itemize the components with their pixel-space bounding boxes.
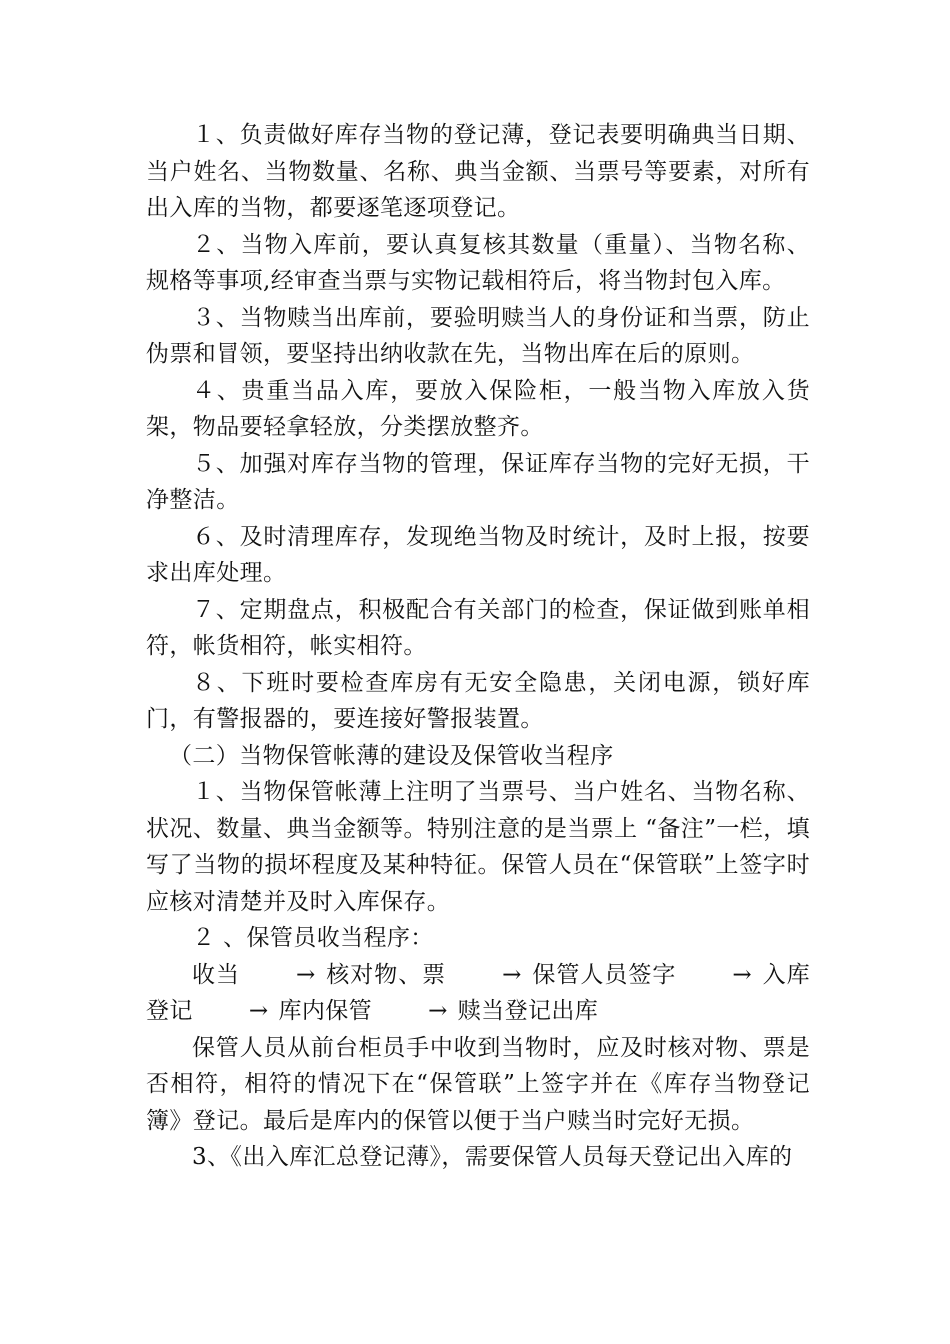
- paragraph-8: ８、下班时要检查库房有无安全隐患，关闭电源，锁好库门，有警报器的，要连接好警报装置。: [146, 669, 810, 732]
- paragraph-2: ２、当物入库前，要认真复核其数量（重量）、当物名称、规格等事项,经审查当票与实物记载相符后，将当物封包入库。: [146, 231, 810, 294]
- paragraph-7: ７、定期盘点，积极配合有关部门的检查，保证做到账单相符，帐货相符，帐实相符。: [146, 596, 810, 659]
- flow-step: 赎当登记出库: [457, 998, 599, 1024]
- section-paragraph-2: ２ 、保管员收当程序：: [192, 925, 434, 951]
- paragraph-1: １、负责做好库存当物的登记薄，登记表要明确典当日期、当户姓名、当物数量、名称、典当金额、当票号等要素，对所有出入库的当物，都要逐笔逐项登记。: [146, 122, 810, 221]
- paragraph-3: ３、当物赎当出库前，要验明赎当人的身份证和当票，防止伪票和冒领，要坚持出纳收款在先，当物出库在后的原则。: [146, 304, 810, 367]
- arrow-right-icon: →: [502, 961, 522, 988]
- arrow-right-icon: →: [295, 961, 316, 988]
- arrow-right-icon: →: [248, 998, 269, 1024]
- arrow-right-icon: →: [732, 961, 753, 988]
- flow-line: [146, 957, 810, 1030]
- after-flow-paragraph-1: 保管人员从前台柜员手中收到当物时，应及时核对物、票是否相符，相符的情况下在“保管联”上签字并在《库存当物登记簿》登记。最后是库内的保管以便于当户赎当时完好无损。: [146, 1034, 810, 1134]
- flow-step: 保管人员签字: [531, 961, 677, 988]
- document-body: [146, 117, 810, 1176]
- paragraph-5: ５、加强对库存当物的管理，保证库存当物的完好无损，干净整洁。: [146, 450, 810, 513]
- flow-step: 收当: [192, 961, 240, 988]
- arrow-right-icon: →: [428, 998, 448, 1024]
- flow-step: 入库登记: [146, 961, 810, 1024]
- paragraph-4: ４、贵重当品入库，要放入保险柜，一般当物入库放入货架，物品要轻拿轻放，分类摆放整齐。: [146, 377, 810, 440]
- section-heading: （二）当物保管帐薄的建设及保管收当程序: [169, 742, 614, 769]
- after-flow-paragraph-2: 3、《出入库汇总登记薄》，需要保管人员每天登记出入库的: [192, 1144, 793, 1170]
- flow-step: 核对物、票: [325, 961, 447, 988]
- section-paragraph-1: １、当物保管帐薄上注明了当票号、当户姓名、当物名称、状况、数量、典当金额等。特别注意的是当票上 “备注”一栏，填写了当物的损坏程度及某种特征。保管人员在“保管联”上签字时应核对清楚并及时入库保存。: [146, 779, 810, 915]
- paragraph-6: ６、及时清理库存，发现绝当物及时统计，及时上报，按要求出库处理。: [146, 523, 810, 586]
- flow-step: 库内保管: [278, 998, 373, 1024]
